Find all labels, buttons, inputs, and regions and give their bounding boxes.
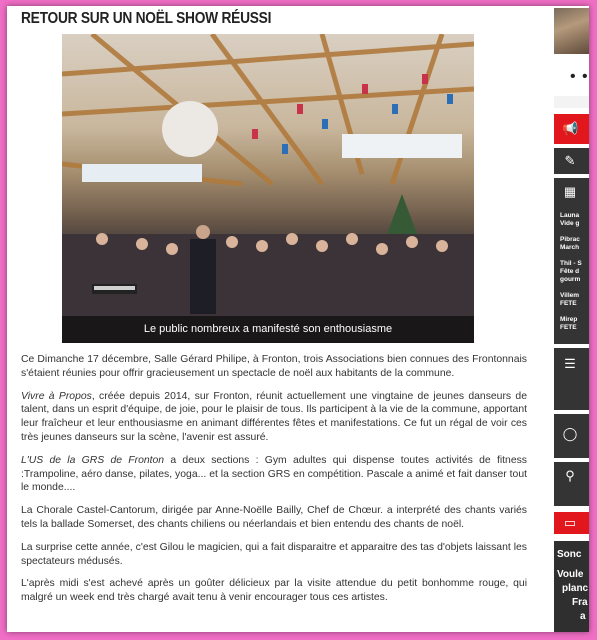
- sidebar-list-button[interactable]: [554, 348, 589, 410]
- sidebar-chat-button[interactable]: [554, 414, 589, 458]
- article-title: RETOUR SUR UN NOËL SHOW RÉUSSI: [21, 10, 272, 27]
- calendar-icon: ▦: [563, 184, 577, 199]
- card-icon: ▭: [563, 515, 577, 530]
- sidebar-announce-button[interactable]: [554, 114, 589, 144]
- paragraph-5: La surprise cette année, c'est Gilou le magicien, qui a fait disparaitre et apparaitre des tas d'objets laissant les spectateurs médusés.: [21, 541, 527, 567]
- sidebar-card-button[interactable]: [554, 512, 589, 534]
- right-sidebar: [552, 6, 589, 632]
- article-body: [21, 353, 527, 614]
- article-photo[interactable]: [62, 34, 474, 343]
- paragraph-2: Vivre à Propos, créée depuis 2014, sur Fronton, réunit actuellement une vingtaine de jeunes danseurs de talent, dans un esprit d'équipe, de joie, pour le plaisir de tous. Ils participent à la vie de la commune, apportant leur fraîcheur et leur enthousiasme en animant différentes fêtes et manifestations. Ce fut un régal de voir ces très jeunes danseurs sur la scène, l'avenir est assuré.: [21, 390, 527, 443]
- paragraph-4: La Chorale Castel-Cantorum, dirigée par Anne-Noëlle Bailly, Chef de Chœur. a interprété des chants variés tels la ballade Somerset, des chants chiliens ou néerlandais et bien entendu des chants de noël.: [21, 505, 527, 530]
- sidebar-edit-button[interactable]: [554, 148, 589, 174]
- paragraph-6: L'après midi s'est achevé après un goûter délicieux par la visite attendue du petit bonhomme rouge, qui malgré un week end très chargé avait tenu à venir encourager tous ces artistes.: [21, 578, 527, 604]
- article: [21, 6, 527, 604]
- sidebar-agenda: [554, 178, 589, 344]
- sidebar-promo[interactable]: Sonc Voule planc Fra a: [554, 541, 589, 632]
- sidebar-location-button[interactable]: [554, 462, 589, 506]
- sidebar-dots[interactable]: • •: [570, 68, 589, 85]
- sidebar-band: [554, 96, 589, 108]
- chat-icon: ◯: [562, 426, 578, 441]
- megaphone-icon: 📢: [562, 121, 579, 136]
- agenda-event-3[interactable]: Thil - S Fête d gourm: [560, 260, 582, 283]
- page-frame: [7, 6, 589, 632]
- paragraph-1: Ce Dimanche 17 décembre, Salle Gérard Philipe, à Fronton, trois Associations bien connues des Frontonnais s'étaient réunies pour offrir gracieusement un spectacle de noël aux habitants de la commune.: [21, 354, 527, 379]
- agenda-event-5[interactable]: Mirep FETE: [560, 316, 578, 331]
- agenda-event-1[interactable]: Launa Vide g: [560, 212, 580, 227]
- sidebar-thumbnail[interactable]: [554, 8, 589, 54]
- agenda-event-2[interactable]: Pibrac March: [560, 236, 580, 251]
- location-icon: ⚲: [565, 468, 575, 483]
- photo-caption: Le public nombreux a manifesté son enthousiasme: [62, 316, 474, 343]
- edit-icon: ✎: [564, 153, 576, 168]
- paragraph-3: L'US de la GRS de Fronton a deux sections : Gym adultes qui dispense toutes activités de fitness :Trampoline, aéro danse, pilates, yoga... et la section GRS en compétition. Pascale a animé et fait danser tout le monde....: [21, 454, 527, 494]
- agenda-event-4[interactable]: Villem FETE: [560, 292, 580, 307]
- photo-illustration: [62, 34, 474, 343]
- list-icon: ☰: [564, 356, 576, 371]
